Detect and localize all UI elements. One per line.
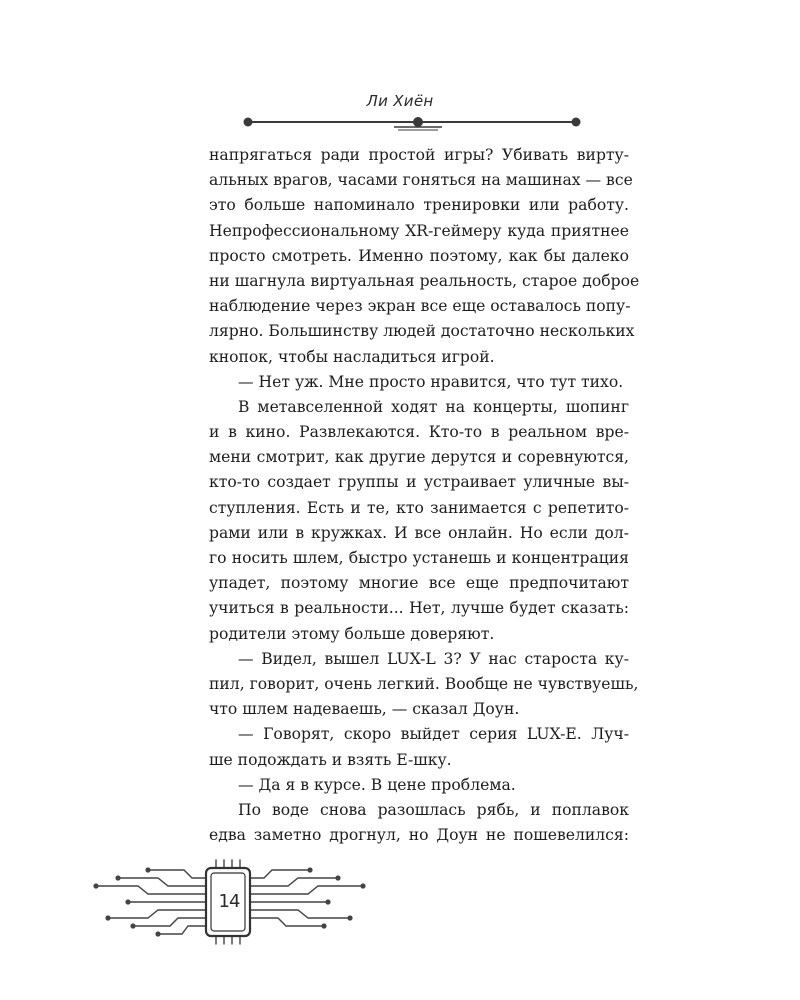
- running-title: Ли Хиён: [366, 92, 434, 110]
- text-line: учиться в реальности... Нет, лучше будет сказать:: [209, 599, 629, 618]
- text-line: Непрофессиональному XR-геймеру куда приятнее: [209, 221, 629, 240]
- text-line: лярно. Большинству людей достаточно нескольких: [209, 322, 635, 341]
- text-line: это больше напоминало тренировки или работу.: [209, 196, 629, 215]
- text-line: — Да я в курсе. В цене проблема.: [238, 775, 516, 794]
- text-line: ше подождать и взять E-шку.: [209, 750, 452, 769]
- text-line: — Видел, вышел LUX-L 3? У нас староста ку-: [238, 649, 629, 668]
- text-line: упадет, поэтому многие все еще предпочитают: [209, 574, 629, 593]
- text-line: — Говорят, скоро выйдет серия LUX-E. Луч-: [238, 725, 629, 744]
- text-line: кнопок, чтобы насладиться игрой.: [209, 347, 495, 366]
- body-text: [209, 143, 640, 848]
- text-line: В метавселенной ходят на концерты, шопинг: [238, 397, 629, 416]
- text-line: едва заметно дрогнул, но Доун не пошевелился:: [209, 826, 629, 845]
- header-ornament: [242, 113, 582, 131]
- text-line: просто смотреть. Именно поэтому, как бы далеко: [209, 246, 629, 265]
- text-line: рами или в кружках. И все онлайн. Но если дол-: [209, 523, 629, 542]
- text-line: и в кино. Развлекаются. Кто-то в реальном вре-: [209, 423, 629, 442]
- text-line: альных врагов, часами гоняться на машинах — все: [209, 171, 633, 190]
- text-line: ни шагнула виртуальная реальность, старое доброе: [209, 271, 640, 290]
- text-line: что шлем надеваешь, — сказал Доун.: [209, 700, 520, 719]
- text-line: напрягаться ради простой игры? Убивать вирту-: [209, 146, 629, 164]
- text-line: наблюдение через экран все еще оставалось попу-: [209, 297, 631, 316]
- text-line: го носить шлем, быстро устанешь и концентрация: [209, 549, 629, 567]
- text-line: кто-то создает группы и устраивает уличные вы-: [209, 473, 629, 492]
- page-number: 14: [218, 891, 240, 912]
- text-line: По воде снова разошлась рябь, и поплавок: [238, 800, 629, 819]
- text-line: ступления. Есть и те, кто занимается с репетито-: [209, 498, 629, 517]
- text-line: мени смотрит, как другие дерутся и соревнуются,: [209, 448, 629, 467]
- text-line: родители этому больше доверяют.: [209, 624, 495, 643]
- text-line: — Нет уж. Мне просто нравится, что тут тихо.: [238, 372, 624, 391]
- text-line: пил, говорит, очень легкий. Вообще не чувствуешь,: [209, 674, 639, 693]
